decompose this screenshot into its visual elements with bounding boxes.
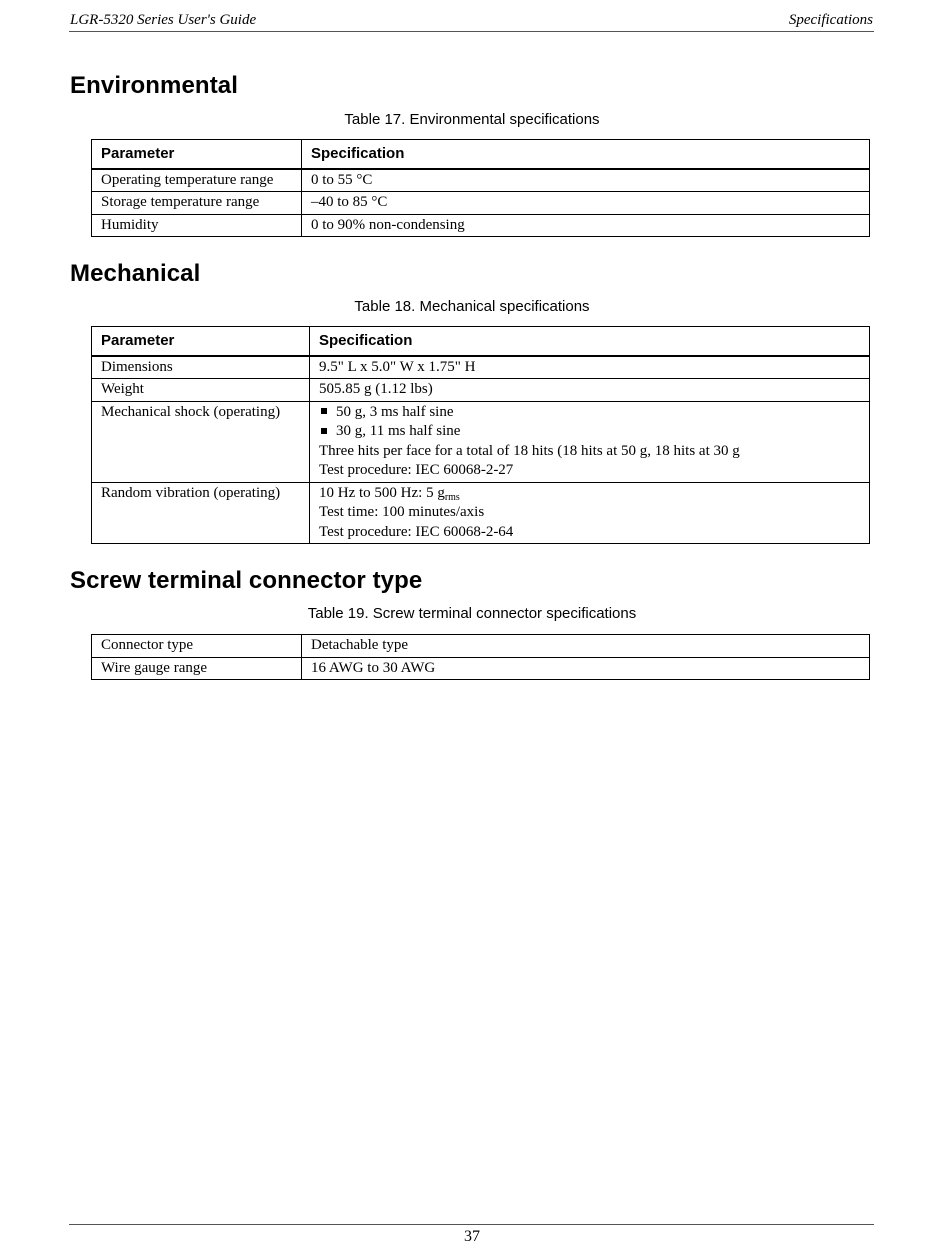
specification-cell: –40 to 85 °C [302, 192, 870, 215]
table-header-row [92, 140, 870, 169]
column-header: Parameter [92, 327, 310, 356]
parameter-cell: Dimensions [92, 356, 310, 379]
table-row [92, 379, 870, 402]
specification-cell: 16 AWG to 30 AWG [302, 657, 870, 680]
spec-line: Test procedure: IEC 60068-2-27 [319, 462, 514, 478]
parameter-cell: Operating temperature range [92, 169, 302, 192]
chapter-title: Specifications [788, 12, 873, 28]
spec-subscript: rms [444, 491, 460, 503]
spec-line: Test procedure: IEC 60068-2-64 [319, 523, 514, 540]
table-caption: Table 18. Mechanical specifications [354, 298, 590, 315]
parameter-cell: Wire gauge range [92, 657, 302, 680]
parameter-cell: Mechanical shock (operating) [92, 401, 310, 482]
table-row [92, 192, 870, 215]
footer-rule [69, 1224, 874, 1225]
column-header: Parameter [92, 140, 302, 169]
bullet-item [319, 403, 860, 423]
document-title: LGR-5320 Series User's Guide [70, 12, 257, 28]
parameter-cell: Random vibration (operating) [92, 482, 310, 544]
section-heading-screw-terminal: Screw terminal connector type [70, 567, 423, 594]
bullet-square-icon [321, 428, 327, 434]
table-caption: Table 17. Environmental specifications [344, 111, 600, 128]
specification-cell: 0 to 55 °C [302, 169, 870, 192]
table-row [92, 657, 870, 680]
running-header [69, 10, 874, 32]
bullet-item [319, 422, 860, 442]
page-number: 37 [464, 1228, 480, 1245]
specification-cell [310, 482, 870, 544]
parameter-cell: Weight [92, 379, 310, 402]
bullet-text: 30 g, 11 ms half sine [336, 423, 461, 439]
section-heading-mechanical: Mechanical [70, 260, 201, 287]
spec-value: 10 Hz to 500 Hz: 5 g [319, 484, 445, 501]
section-heading-environmental: Environmental [70, 72, 238, 99]
table-row [92, 169, 870, 192]
parameter-cell: Humidity [92, 214, 302, 237]
specification-cell: 9.5" L x 5.0" W x 1.75" H [310, 356, 870, 379]
spec-line: Test time: 100 minutes/axis [319, 504, 485, 520]
table-row [92, 482, 870, 544]
bullet-square-icon [321, 408, 327, 414]
spec-line: Three hits per face for a total of 18 hits (18 hits at 50 g, 18 hits at 30 g [319, 442, 740, 459]
table-row [92, 401, 870, 482]
table-header-row [92, 327, 870, 356]
table-row [92, 214, 870, 237]
column-header: Specification [310, 327, 870, 356]
screw-terminal-table [91, 634, 870, 680]
bullet-text: 50 g, 3 ms half sine [336, 403, 454, 420]
specification-cell: 505.85 g (1.12 lbs) [310, 379, 870, 402]
column-header: Specification [302, 140, 870, 169]
specification-cell [310, 401, 870, 482]
environmental-table [91, 139, 870, 237]
specification-cell: 0 to 90% non-condensing [302, 214, 870, 237]
table-caption: Table 19. Screw terminal connector specifications [307, 605, 637, 622]
table-row [92, 635, 870, 658]
parameter-cell: Connector type [92, 635, 302, 658]
spec-line [319, 484, 860, 504]
parameter-cell: Storage temperature range [92, 192, 302, 215]
table-row [92, 356, 870, 379]
specification-cell: Detachable type [302, 635, 870, 658]
mechanical-table [91, 326, 870, 544]
